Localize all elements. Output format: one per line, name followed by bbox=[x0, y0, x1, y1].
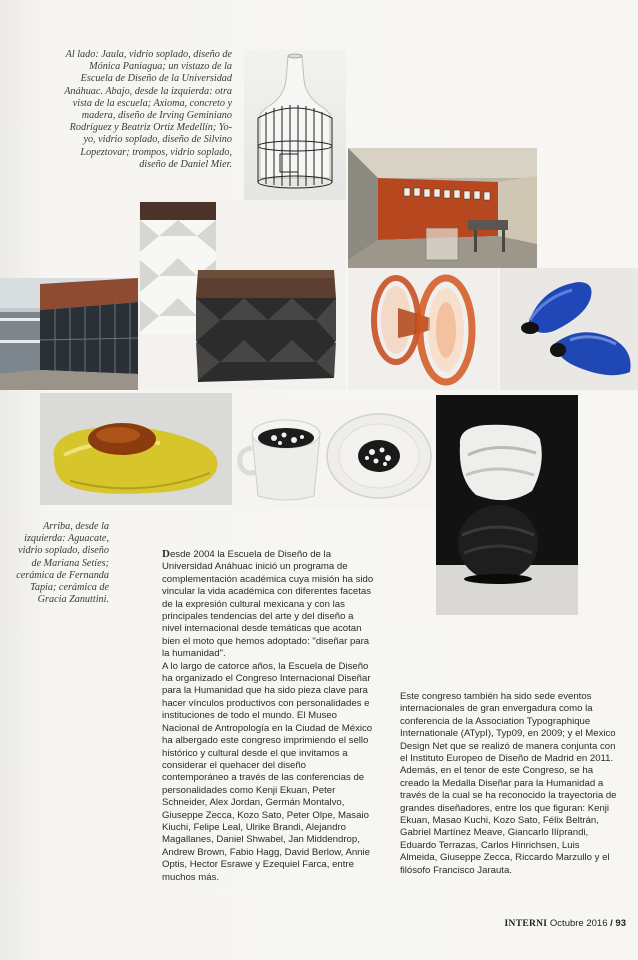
photo-school-gallery bbox=[348, 148, 537, 268]
footer-separator: / bbox=[610, 918, 613, 929]
page-footer bbox=[505, 918, 626, 929]
drop-cap: D bbox=[162, 548, 170, 560]
caption-bottom: Arriba, desde la izquierda: Aguacate, vidrio soplado, diseño de Mariana Setíes; cerámica de Fernanda Tapia; cerámica de Gracia Zanuttini. bbox=[16, 521, 109, 606]
article-paragraph-3: Este congreso también ha sido sede eventos internacionales de gran envergadura como la conferencia de la Association Typographique Internationale (ATypI), Typ09, en 2009; y el Mexico Design Net que se realizó de manera conjunta con el Instituto Europeo de Diseño de Madrid en 2011. Además, en el tenor de este Congreso, se ha creado la Medalla Diseñar para la Humanidad a través de la cual se ha reconocido la trayectoria de grandes diseñadores, entre los que figuran: Kenji Ekuan, Masao Kuchi, Kozo Sato, Félix Beltrán, Gabriel Martínez Meave, Giancarlo Ilíprandi, Eduardo Terrazas, Carlos Hinrichsen, Luis Almeida, Giuseppe Zecca, Riccardo Marzullo y el filósofo Francisco Jarauta. bbox=[400, 691, 617, 876]
photo-yoyo-glass bbox=[348, 268, 498, 390]
photo-school-exterior bbox=[0, 278, 138, 390]
photo-ceramic-cup-plate bbox=[234, 398, 434, 508]
photo-ceramic-vessels bbox=[436, 395, 578, 615]
magazine-name: INTERNI bbox=[504, 919, 548, 929]
article-column-2 bbox=[400, 691, 618, 877]
page-number: 93 bbox=[615, 918, 626, 929]
photo-jaula-vase bbox=[244, 50, 346, 211]
caption-top: Al lado: Jaula, vidrio soplado, diseño de Mónica Paniagua; un vistazo de la Escuela de Diseño de la Universidad Anáhuac. Abajo, desde la izquierda: otra vista de la escuela; Axioma, concreto y madera, diseño de Irving Geminiano Rodríguez y Beatriz Ortiz Medellín; Yo-yo, vidrio soplado, diseño de Silvino Lopeztovar; trompos, vidrio soplado, diseño de Daniel Mier. bbox=[64, 49, 232, 170]
photo-blue-tops bbox=[500, 268, 638, 390]
article-column-1 bbox=[162, 548, 374, 884]
photo-aguacate-glass bbox=[40, 393, 232, 505]
article-paragraph-2: A lo largo de catorce años, la Escuela de Diseño ha organizado el Congreso Internacional Diseñar para la Humanidad que ha sido pieza clave para hacer vínculos productivos con personalidades e instituciones de todo el mundo. El Museo Nacional de Antropología en la Ciudad de México ha albergado este congreso imprimiendo el sello histórico y cultural desde el que invitamos a considerar el quehacer del diseño contemporáneo a través de las conferencias de personalidades como Kenji Ekuan, Peter Schneider, Alex Jordan, Germán Montalvo, Giuseppe Zecca, Kozo Sato, Peter Olpe, Masaio Kiuchi, Felipe Leal, Ulrike Brandi, Alejandro Magallanes, Daniel Shwabel, Jan Middendrop, Andrew Brown, Fabio Hagg, David Berlow, Annie Optis, Hector Esrawe y Ezequiel Farca, entre muchos más. bbox=[162, 660, 373, 883]
article-paragraph-1: Desde 2004 la Escuela de Diseño de la Universidad Anáhuac inició un programa de complementación académica cuya misión ha sido vincular la vida académica con diferentes facetas de la expresión cultural mexicana y con las principales tendencias del arte y del diseño a nivel internacional desde temáticas que acotan bien el moto que hemos adoptado: "diseñar para la humanidad". bbox=[162, 548, 374, 660]
issue-date: Octubre 2016 bbox=[549, 918, 608, 929]
photo-axioma-boxes bbox=[138, 200, 346, 390]
